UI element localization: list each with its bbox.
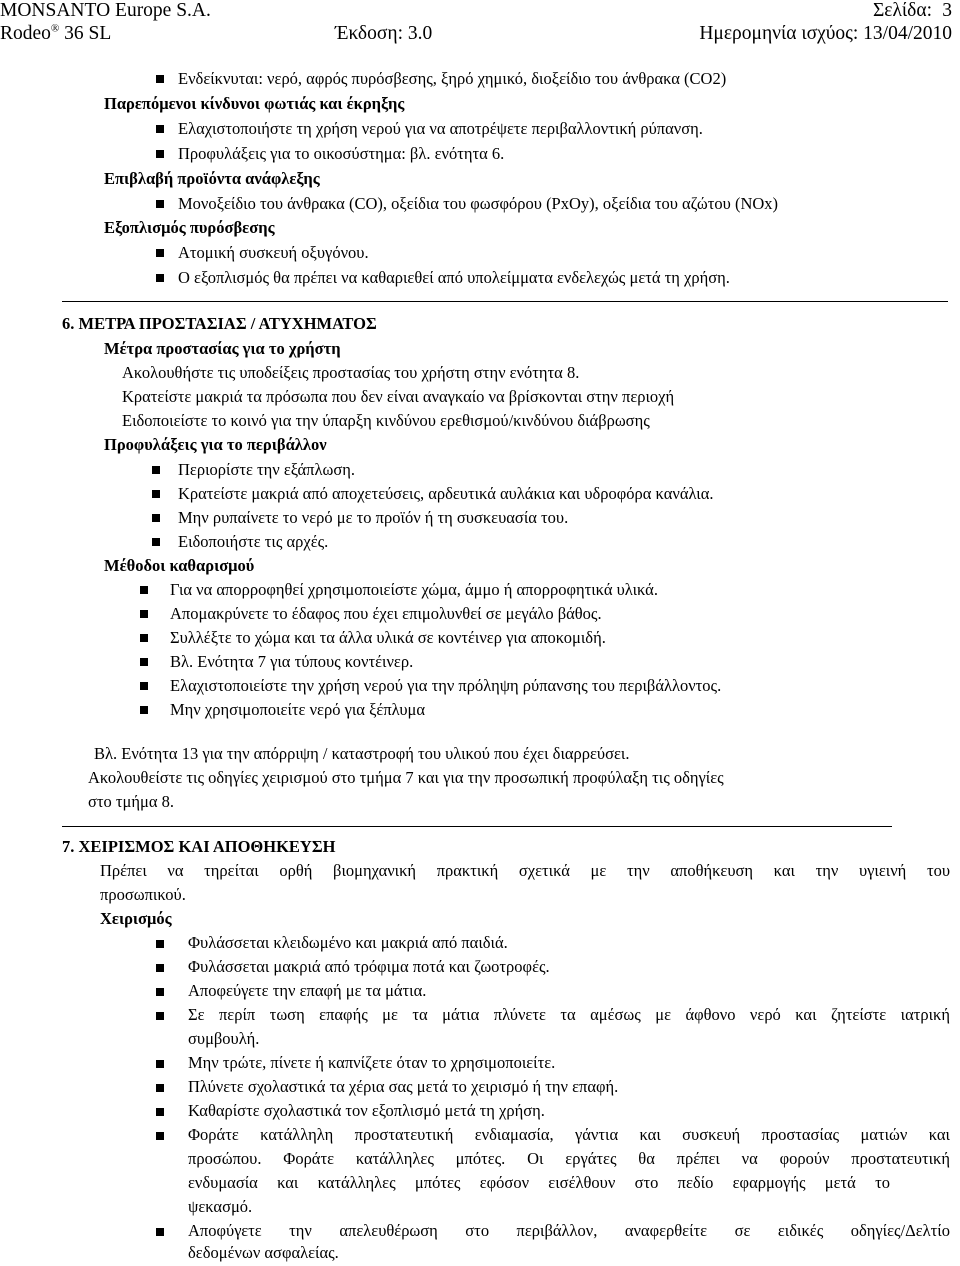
paragraph: Ειδοποιείστε το κοινό για την ύπαρξη κινδύνου ερεθισμού/κινδύνου διάβρωσης [122, 411, 650, 430]
bullet-icon [156, 1228, 164, 1236]
bullet-icon [152, 466, 160, 474]
bullet-icon [140, 658, 148, 666]
section-title: 6. ΜΕΤΡΑ ΠΡΟΣΤΑΣΙΑΣ / ΑΤΥΧΗΜΑΤΟΣ [62, 314, 377, 333]
list-item: Ενδείκνυται: νερό, αφρός πυρόσβεσης, ξηρό χημικό, διοξείδιο του άνθρακα (CO2) [178, 69, 727, 88]
list-item: Φυλάσσεται μακριά από τρόφιμα ποτά και ζωοτροφές. [188, 957, 550, 976]
paragraph: προσωπικού. [100, 885, 186, 904]
bullet-icon [156, 1108, 164, 1116]
subsection-heading: Μέθοδοι καθαρισμού [104, 556, 255, 575]
bullet-icon [156, 940, 164, 948]
list-item: Μην χρησιμοποιείτε νερό για ξέπλυμα [170, 700, 426, 719]
list-item: Καθαρίστε σχολαστικά τον εξοπλισμό μετά τη χρήση. [188, 1101, 545, 1120]
list-item-continuation: ψεκασμό. [188, 1197, 253, 1216]
bullet-icon [152, 490, 160, 498]
page-number: 3 [942, 0, 952, 21]
bullet-icon [156, 1012, 164, 1020]
list-item: Ειδοποιήστε τις αρχές. [178, 532, 329, 551]
bullet-icon [156, 1132, 164, 1140]
list-item: Φυλάσσεται κλειδωμένο και μακριά από παιδιά. [188, 933, 508, 952]
bullet-icon [156, 150, 164, 158]
company-name: MONSANTO Europe S.A. [0, 0, 211, 21]
subsection-heading: Προφυλάξεις για το περιβάλλον [104, 435, 327, 454]
list-item: Ελαχιστοποιήστε τη χρήση νερού για να αποτρέψετε περιβαλλοντική ρύπανση. [178, 119, 703, 138]
list-item: Περιορίστε την εξάπλωση. [178, 460, 356, 479]
page-label: Σελίδα: [872, 0, 932, 21]
list-item: Αποφύγετε την απελευθέρωση στο περιβάλλον, αναφερθείτε σε ειδικές οδηγίες/Δελτίο [188, 1221, 950, 1240]
paragraph: Κρατείστε μακριά τα πρόσωπα που δεν είναι αναγκαίο να βρίσκονται στην περιοχή [122, 387, 675, 406]
list-item: Ατομική συσκευή οξυγόνου. [178, 243, 369, 262]
bullet-icon [156, 1084, 164, 1092]
bullet-icon [156, 1060, 164, 1068]
subsection-heading: Επιβλαβή προϊόντα ανάφλεξης [104, 169, 320, 188]
list-item: Σε περίπ τωση επαφής με τα μάτια πλύνετε τα αμέσως με άφθονο νερό και ζητείστε ιατρική [188, 1005, 950, 1024]
bullet-icon [156, 964, 164, 972]
section-title: 7. ΧΕΙΡΙΣΜΟΣ ΚΑΙ ΑΠΟΘΗΚΕΥΣΗ [62, 837, 336, 856]
list-item: Ελαχιστοποιείστε την χρήση νερού για την πρόληψη ρύπανσης του περιβάλλοντος. [170, 676, 722, 695]
bullet-icon [152, 514, 160, 522]
bullet-icon [140, 610, 148, 618]
list-item: Συλλέξτε το χώμα και τα άλλα υλικά σε κοντέινερ για αποκομιδή. [170, 628, 606, 647]
section-divider [62, 301, 948, 302]
bullet-icon [156, 125, 164, 133]
list-item-continuation: προσώπου. Φοράτε κατάλληλες μπότες. Οι εργάτες θα πρέπει να φορούν προστατευτική [188, 1149, 950, 1168]
section-divider [62, 826, 892, 827]
list-item: Για να απορροφηθεί χρησιμοποιείστε χώμα, άμμο ή απορροφητικά υλικά. [170, 580, 658, 599]
bullet-icon [156, 75, 164, 83]
list-item: Απομακρύνετε το έδαφος που έχει επιμολυνθεί σε μεγάλο βάθος. [170, 604, 602, 623]
list-item-continuation: δεδομένων ασφαλείας. [188, 1243, 339, 1262]
list-item: Προφυλάξεις για το οικοσύστημα: βλ. ενότητα 6. [178, 144, 505, 163]
list-item: Μην τρώτε, πίνετε ή καπνίζετε όταν το χρησιμοποιείτε. [188, 1053, 556, 1072]
list-item: Μονοξείδιο του άνθρακα (CO), οξείδια του φωσφόρου (PxOy), οξείδια του αζώτου (NOx) [178, 194, 779, 213]
list-item-continuation: συμβουλή. [188, 1029, 260, 1048]
list-item: Μην ρυπαίνετε το νερό με το προϊόν ή τη συσκευασία του. [178, 508, 569, 527]
bullet-icon [156, 249, 164, 257]
list-item-continuation: ενδυμασία και κατάλληλες μπότες εφόσον εισέλθουν στο πεδίο εφαρμογής μετά το [188, 1173, 890, 1192]
bullet-icon [140, 706, 148, 714]
paragraph: Πρέπει να τηρείται ορθή βιομηχανική πρακτική σχετικά με την αποθήκευση και την υγιεινή του [100, 861, 950, 880]
list-item: Βλ. Ενότητα 7 για τύπους κοντέινερ. [170, 652, 414, 671]
bullet-icon [152, 538, 160, 546]
product-name: Rodeo® 36 SL [0, 22, 112, 44]
bullet-icon [156, 274, 164, 282]
note: Βλ. Ενότητα 13 για την απόρριψη / καταστροφή του υλικού που έχει διαρρεύσει. [94, 744, 630, 763]
bullet-icon [156, 200, 164, 208]
list-item: Ο εξοπλισμός θα πρέπει να καθαριεθεί από υπολείμματα ενδελεχώς μετά τη χρήση. [178, 268, 730, 287]
note: Ακολουθείστε τις οδηγίες χειρισμού στο τμήμα 7 και για την προσωπική προφύλαξη τις οδηγίες [88, 768, 724, 787]
subsection-heading: Μέτρα προστασίας για το χρήστη [104, 339, 341, 358]
valid-date: Ημερομηνία ισχύος: 13/04/2010 [699, 23, 952, 44]
paragraph: Ακολουθήστε τις υποδείξεις προστασίας του χρήστη στην ενότητα 8. [122, 363, 580, 382]
bullet-icon [140, 634, 148, 642]
subsection-heading: Εξοπλισμός πυρόσβεσης [104, 218, 275, 237]
version: Έκδοση: 3.0 [335, 23, 433, 44]
bullet-icon [140, 586, 148, 594]
subsection-heading: Χειρισμός [100, 909, 172, 928]
bullet-icon [140, 682, 148, 690]
subsection-heading: Παρεπόμενοι κίνδυνοι φωτιάς και έκρηξης [104, 94, 405, 113]
list-item: Αποφεύγετε την επαφή με τα μάτια. [188, 981, 427, 1000]
list-item: Πλύνετε σχολαστικά τα χέρια σας μετά το χειρισμό ή την επαφή. [188, 1077, 619, 1096]
bullet-icon [156, 988, 164, 996]
list-item: Κρατείστε μακριά από αποχετεύσεις, αρδευτικά αυλάκια και υδροφόρα κανάλια. [178, 484, 714, 503]
list-item: Φοράτε κατάλληλη προστατευτική ενδιαμασία, γάντια και συσκευή προστασίας ματιών και [188, 1125, 950, 1144]
note: στο τμήμα 8. [88, 792, 174, 811]
